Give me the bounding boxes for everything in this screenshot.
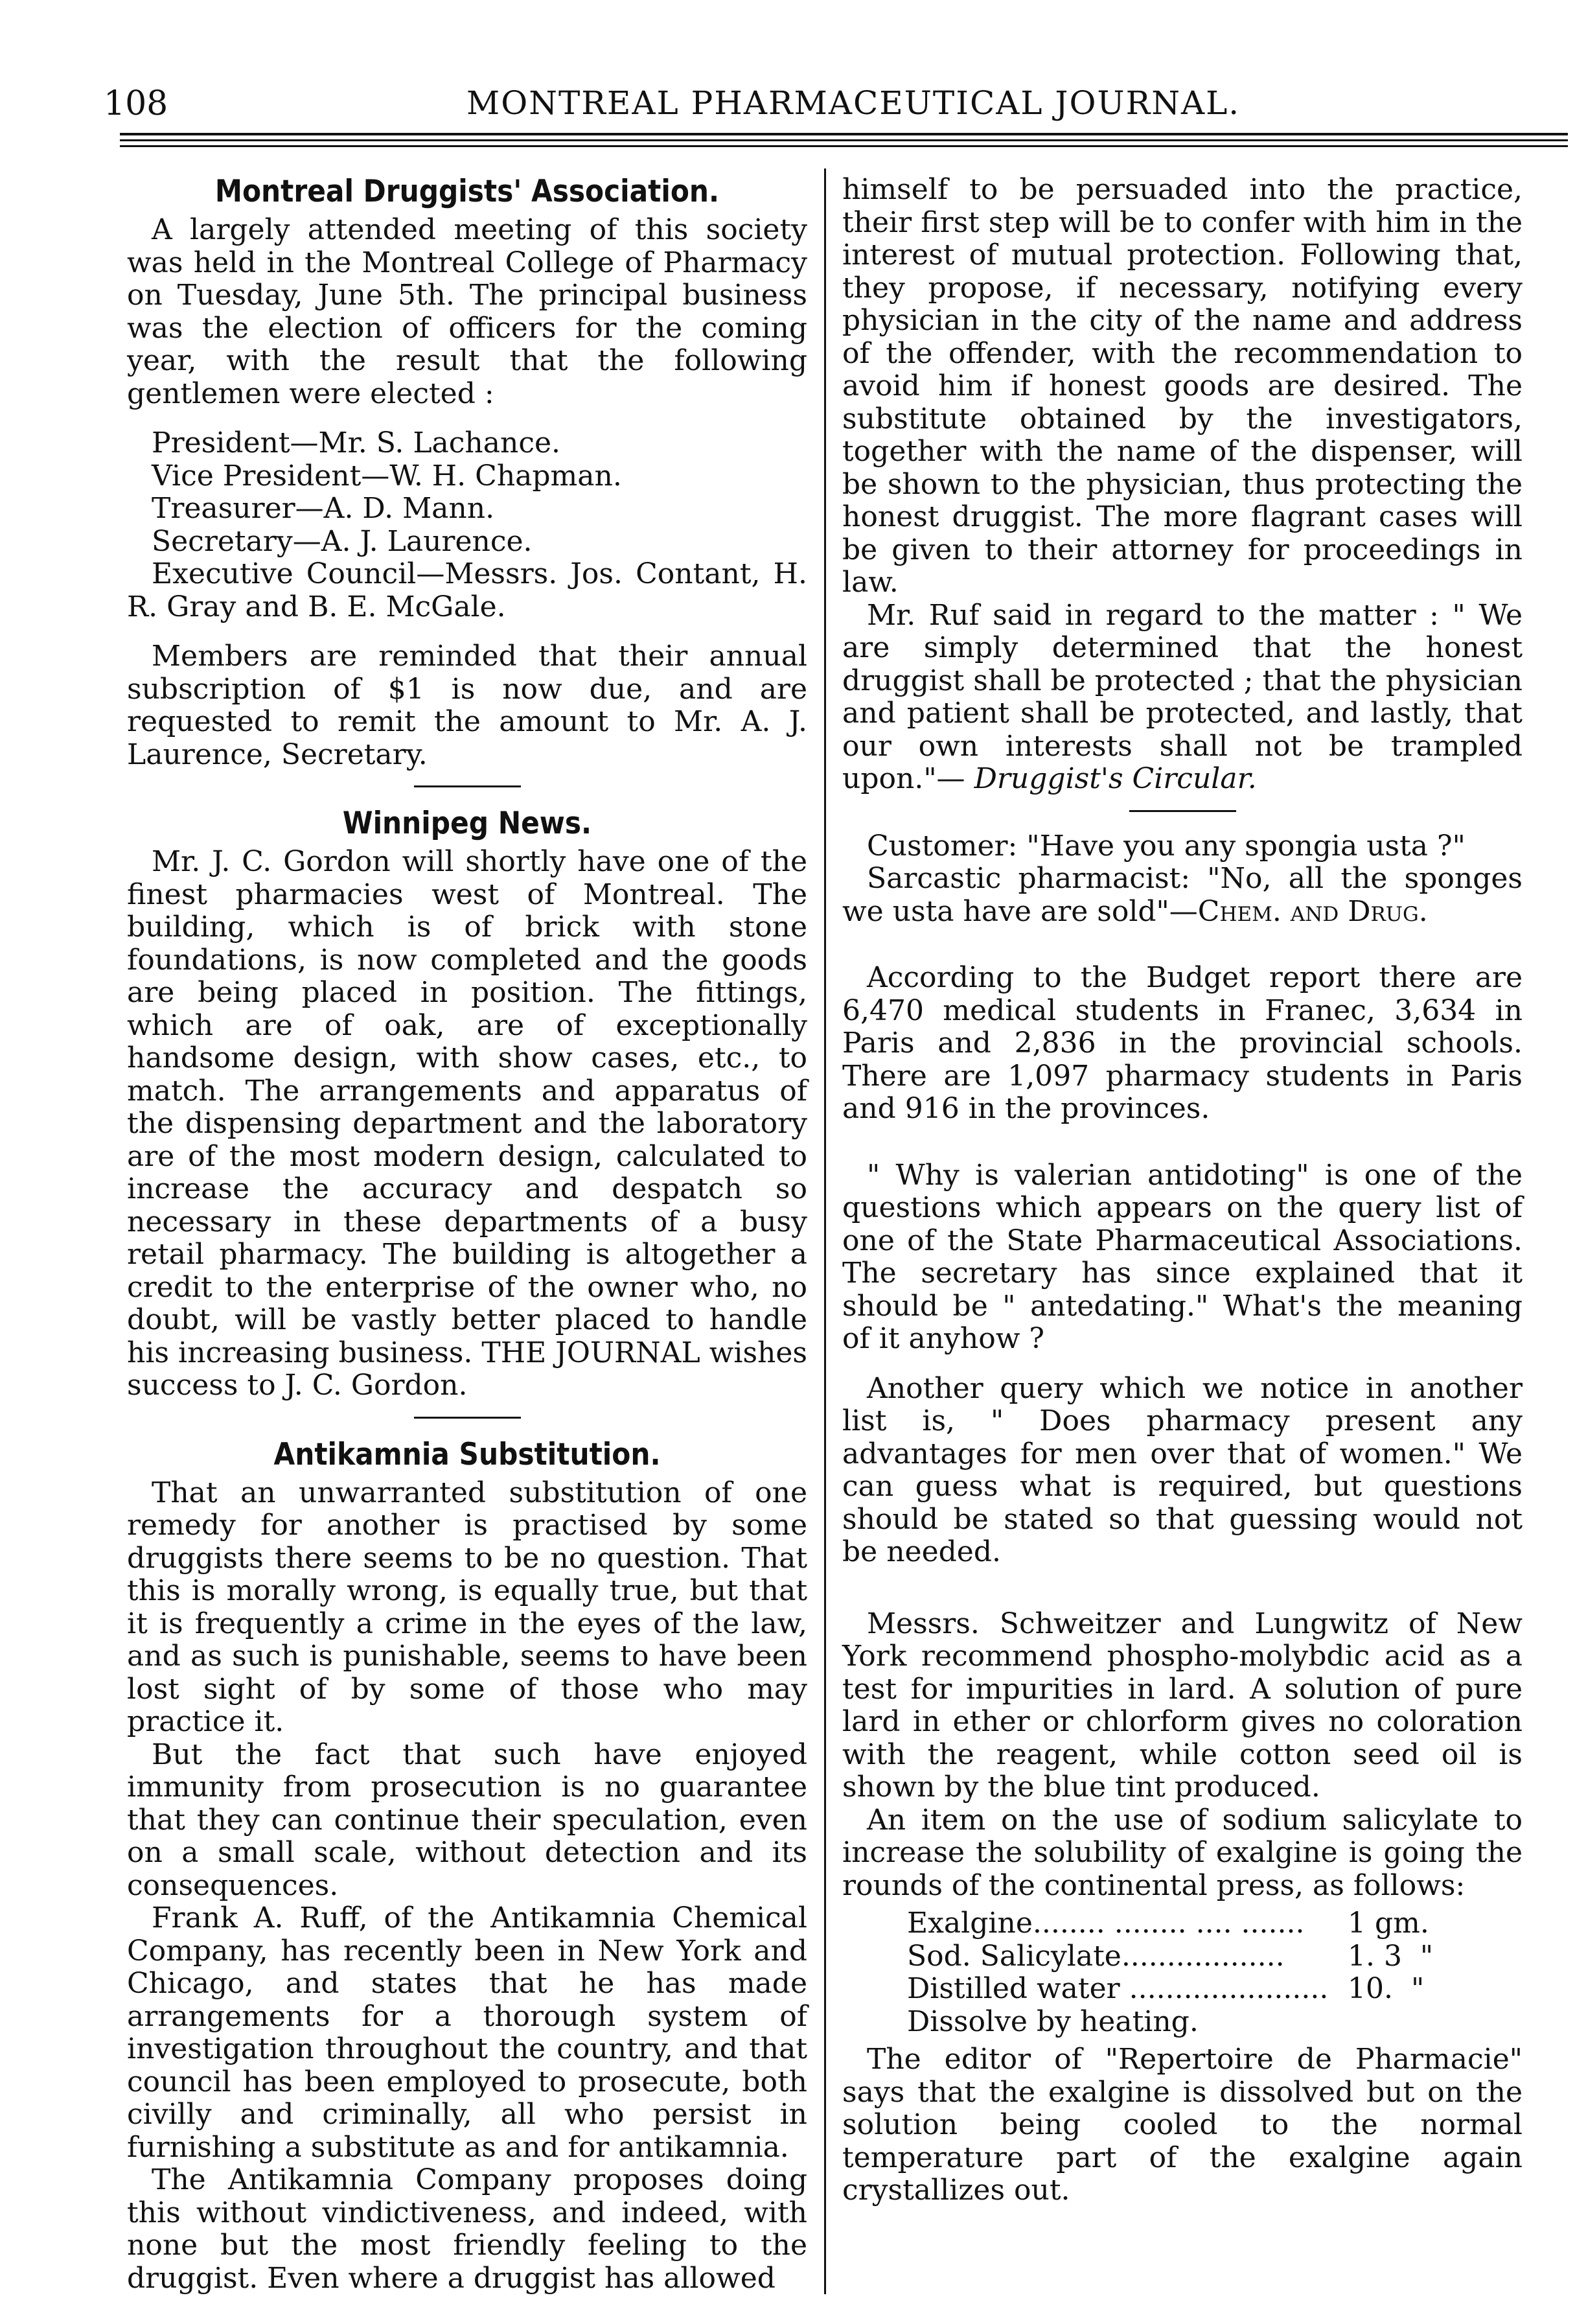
header-rule	[120, 133, 1568, 135]
editor-note: The editor of "Repertoire de Pharmacie" says that the exalgine is dissolved but on the solution being cooled to the normal temperature part of the exalgine again crystallizes out.	[842, 2043, 1523, 2207]
section-divider	[414, 1417, 521, 1419]
formula-ingredient: Exalgine........ ........ .... .......	[907, 1907, 1305, 1940]
formula-amount: 10. "	[1348, 1972, 1425, 2005]
winnipeg-body: Mr. J. C. Gordon will shortly have one of the finest pharmacies west of Montreal. The building, which is of brick with stone foundations, is now completed and the goods are being placed in position. The fittings, which are of oak, are of exceptionally handsome design, with show cases, etc., to match. The arrangements and apparatus of the dispensing department and the laboratory are of the most modern design, calculated to increase the accuracy and despatch so necessary in these departments of a busy retail pharmacy. The building is altogether a credit to the enterprise of the owner who, no doubt, will be vastly better placed to handle his increasing business. THE JOURNAL wishes success to J. C. Gordon.	[127, 845, 807, 1402]
joke-source: Chem. and Drug.	[1197, 894, 1428, 928]
formula-ingredient: Distilled water ......................	[907, 1972, 1329, 2005]
left-column	[127, 174, 807, 2295]
formula-line	[907, 1907, 1523, 1940]
ruf-quote-text: Mr. Ruf said in regard to the matter : " We are simply determined that the honest druggist shall be protected ; that the physician and patient shall be protected, and lastly, that our own interests shall not be trampled upon."—	[842, 598, 1523, 795]
officer-secretary: Secretary—A. J. Laurence.	[152, 524, 533, 558]
header-rule	[120, 139, 1568, 141]
another-query: Another query which we notice in another list is, " Does pharmacy present any advantages for men over that of women." We can guess what is required, but questions should be stated so that guessing would not be needed.	[842, 1371, 1523, 1568]
lard-test: Messrs. Schweitzer and Lungwitz of New York recommend phospho-molybdic acid as a test for impurities in lard. A solution of pure lard in ether or chlorform gives no coloration with the reagent, while cotton seed oil is shown by the blue tint produced.	[842, 1607, 1523, 1804]
formula-ingredient: Sod. Salicylate..................	[907, 1939, 1285, 1973]
valerian-query: " Why is valerian antidoting" is one of the questions which appears on the query list of one of the State Pharmaceutical Associations. The secretary has since explained that it should be " antedating." What's the meaning of it anyhow ?	[842, 1158, 1523, 1355]
exalgine-intro: An item on the use of sodium salicylate to increase the solubility of exalgine is going the rounds of the continental press, as follows:	[842, 1803, 1523, 1902]
formula-line	[907, 1940, 1523, 1973]
antikamnia-paragraph-4: The Antikamnia Company proposes doing this without vindictiveness, and indeed, with none but the most friendly feeling to the druggist. Even where a druggist has allowed	[127, 2163, 807, 2295]
formula-note: Dissolve by heating.	[907, 2004, 1199, 2038]
budget-report: According to the Budget report there are 6,470 medical students in Franec, 3,634 in Paris and 2,836 in the provincial schools. There are 1,097 pharmacy students in Paris and 916 in the provinces.	[842, 961, 1523, 1125]
column-divider	[824, 168, 826, 2294]
association-intro: A largely attended meeting of this society was held in the Montreal College of Pharmacy on Tuesday, June 5th. The principal business was the election of officers for the coming year, with the result that the following gentlemen were elected :	[127, 213, 807, 410]
officer-vice-president: Vice President—W. H. Chapman.	[152, 459, 622, 493]
association-heading: Montreal Druggists' Association.	[214, 174, 720, 209]
officer-treasurer: Treasurer—A. D. Mann.	[152, 492, 495, 525]
winnipeg-heading: Winnipeg News.	[342, 806, 592, 841]
joke-pharmacist	[842, 863, 1523, 928]
formula-line	[907, 1973, 1523, 2006]
page-header	[104, 84, 1574, 130]
section-divider	[1129, 810, 1236, 812]
page-number: 108	[104, 84, 168, 123]
joke-customer: Customer: "Have you any spongia usta ?"	[867, 829, 1466, 863]
section-divider	[414, 785, 521, 787]
joke-pharmacist-text: Sarcastic pharmacist: "No, all the sponges we usta have are sold"—	[842, 862, 1523, 928]
right-column	[842, 174, 1523, 2207]
antikamnia-heading: Antikamnia Substitution.	[273, 1436, 661, 1472]
antikamnia-paragraph-3: Frank A. Ruff, of the Antikamnia Chemical Company, has recently been in New York and Chicago, and states that he has made arrangements for a thorough system of investigation throughout the country, and that council has been employed to prosecute, both civilly and criminally, all who persist in furnishing a substitute as and for antikamnia.	[127, 1901, 807, 2164]
officer-president: President—Mr. S. Lachance.	[152, 426, 560, 459]
association-reminder: Members are reminded that their annual subscription of $1 is now due, and are requested to remit the amount to Mr. A. J. Laurence, Secretary.	[127, 640, 807, 771]
header-rule	[120, 145, 1568, 147]
formula-amount: 1 gm.	[1348, 1907, 1429, 1940]
exalgine-formula	[907, 1907, 1523, 2038]
ruf-source: Druggist's Circular.	[974, 762, 1257, 795]
antikamnia-paragraph-1: That an unwarranted substitution of one remedy for another is practised by some druggists there seems to be no question. That this is morally wrong, is equally true, but that it is frequently a crime in the eyes of the law, and as such is punishable, seems to have been lost sight of by some of those who may practice it.	[127, 1476, 807, 1738]
officer-executive-council: Executive Council—Messrs. Jos. Contant, H. R. Gray and B. E. McGale.	[127, 557, 807, 623]
running-title: MONTREAL PHARMACEUTICAL JOURNAL.	[466, 84, 1241, 122]
ruf-quote	[842, 599, 1523, 796]
formula-amount: 1. 3 "	[1348, 1939, 1434, 1973]
antikamnia-continuation: himself to be persuaded into the practice, their first step will be to confer with him in the interest of mutual protection. Following that, they propose, if necessary, notifying every physician in the city of the name and address of the offender, with the recommendation to avoid him if honest goods are desired. The substitute obtained by the investigators, together with the name of the dispenser, will be shown to the physician, thus protecting the honest druggist. The more flagrant cases will be given to their attorney for proceedings in law.	[842, 173, 1523, 599]
antikamnia-paragraph-2: But the fact that such have enjoyed immunity from prosecution is no guarantee that they can continue their speculation, even on a small scale, without detection and its consequences.	[127, 1737, 807, 1902]
